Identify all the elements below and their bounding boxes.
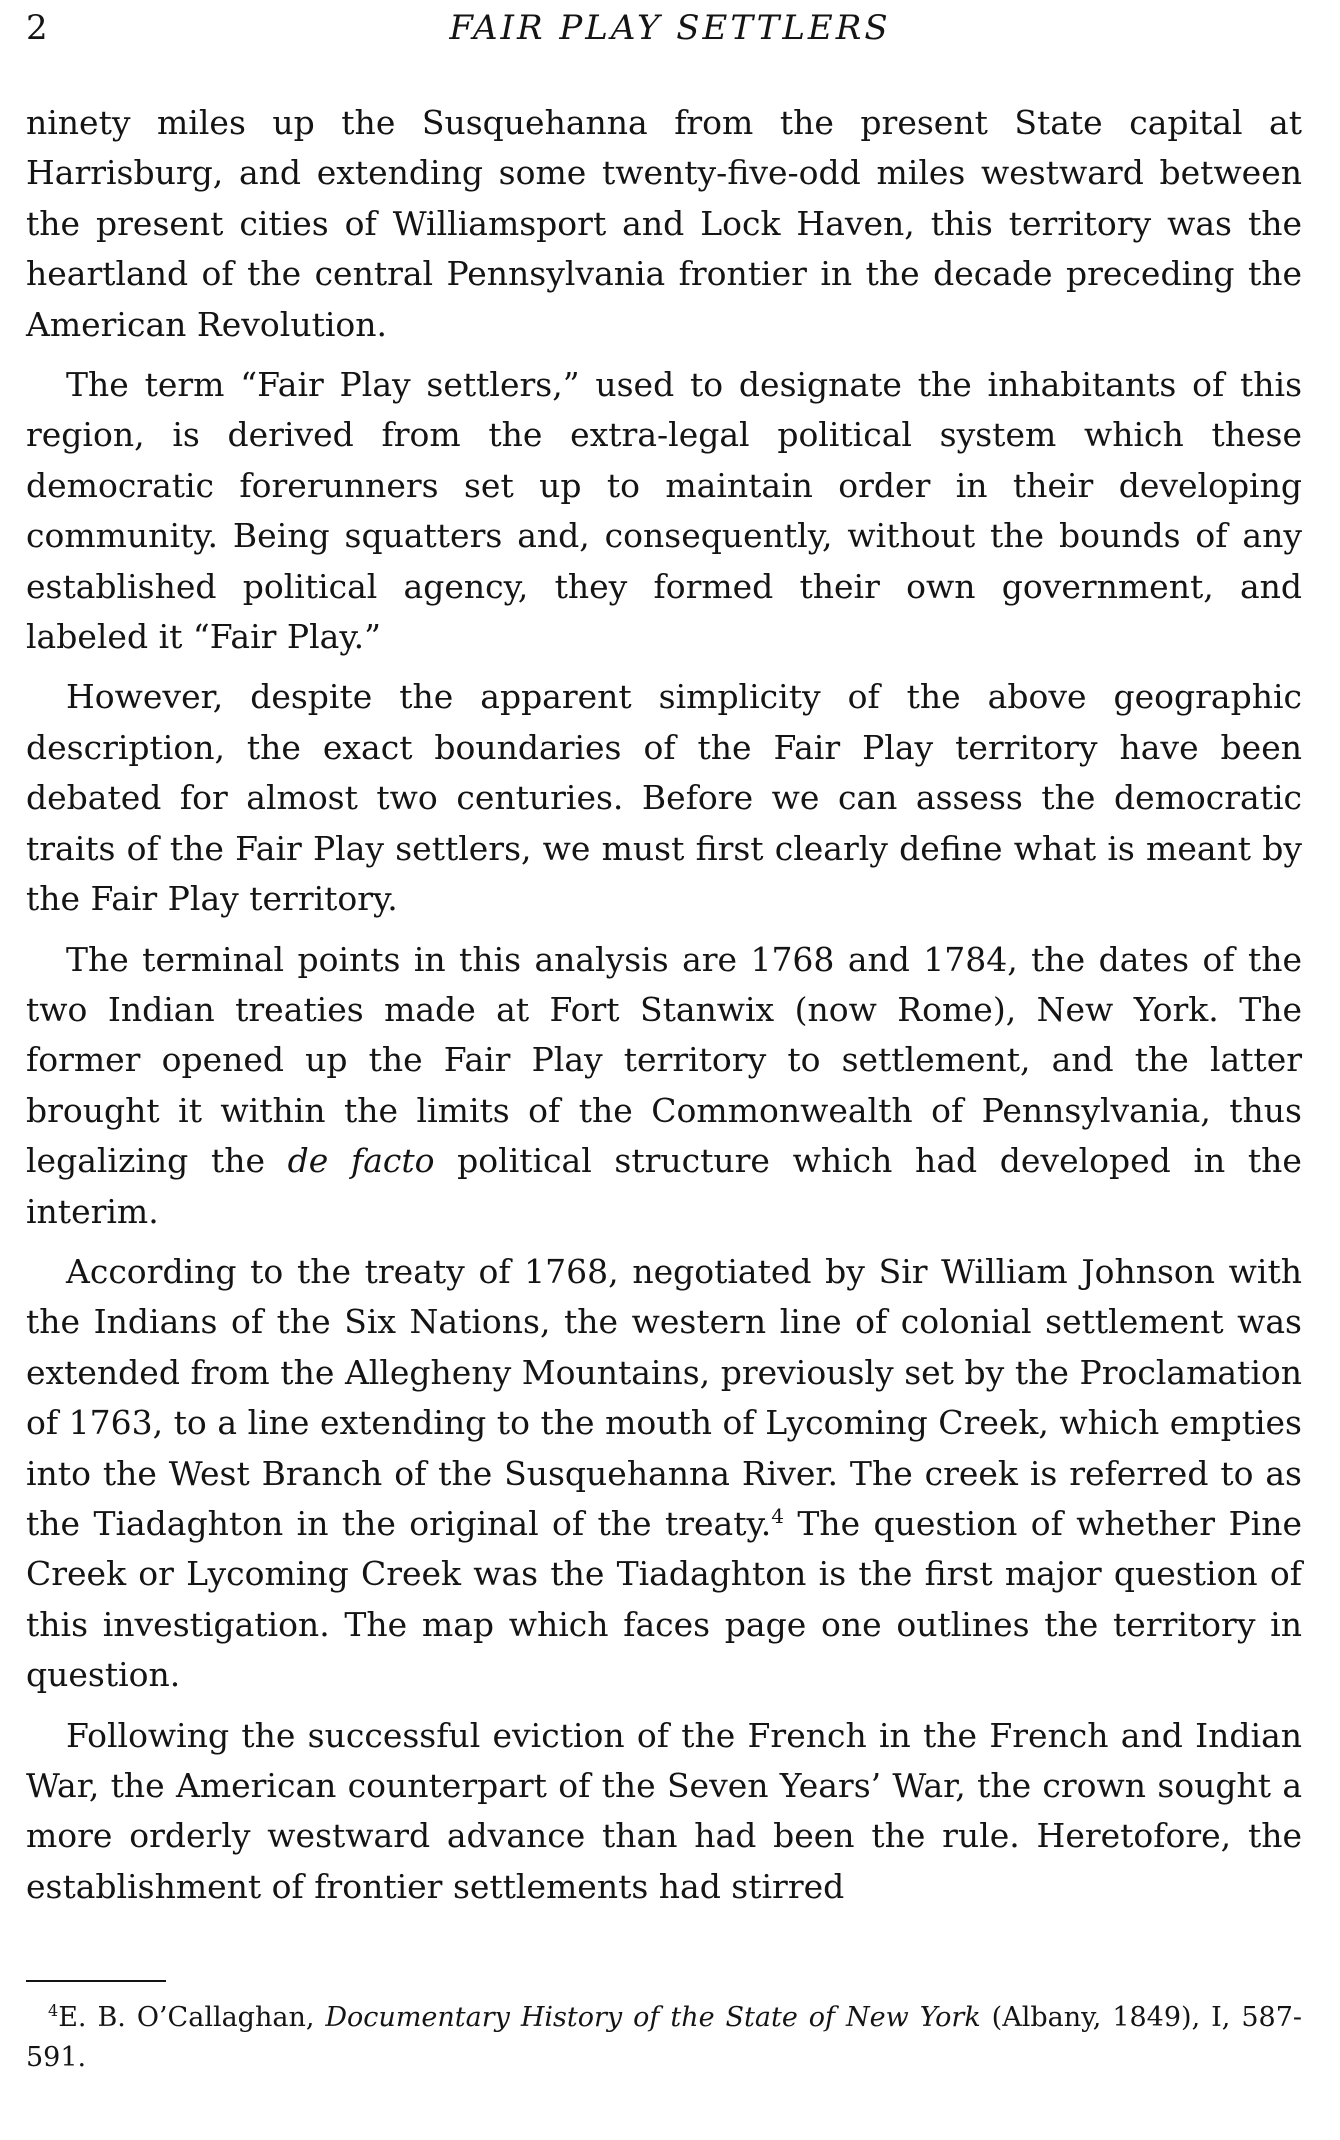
paragraph-5-text-after: The question of whether Pine Creek or Lycoming Creek was the Tiadaghton is the first major question of this investigation. The map which faces page one outlines the territory in question. xyxy=(26,1503,1302,1695)
footnote-title: Documentary History of the State of New York xyxy=(325,2002,981,2033)
footnote-mark: 4 xyxy=(48,2001,59,2020)
paragraph-4 xyxy=(26,935,1302,1237)
footnote-author: E. B. O’Callaghan, xyxy=(58,2002,326,2033)
italic-de-facto: de facto xyxy=(287,1141,435,1181)
paragraph-5-text-before: According to the treaty of 1768, negotiated by Sir William Johnson with the Indians of the Six Nations, the western line of colonial settlement was extended from the Allegheny Mountains, previously set by the Proclamation of 1763, to a line extending to the mouth of Lycoming Creek, which empties into the West Branch of the Susquehanna River. The creek is referred to as the Tiadaghton in the original of the treaty. xyxy=(26,1251,1302,1543)
paragraph-1: ninety miles up the Susquehanna from the present State capital at Harrisburg, and extending some twenty-five-odd miles westward between the present cities of Williamsport and Lock Haven, this territory was the heartland of the central Pennsylvania frontier in the decade preceding the American Revolution. xyxy=(26,103,1302,344)
paragraph-6: Following the successful eviction of the French in the French and Indian War, the American counterpart of the Seven Years’ War, the crown sought a more orderly westward advance than had been the rule. Heretofore, the establishment of frontier settlements had stirred xyxy=(26,1715,1302,1906)
paragraph-5 xyxy=(26,1247,1302,1701)
footnote xyxy=(26,1998,1302,2078)
footnote-divider xyxy=(26,1980,166,1982)
paragraph-4-text-after: political structure which had developed in the interim. xyxy=(26,1141,1302,1231)
paragraph-2: The term “Fair Play settlers,” used to designate the inhabitants of this region, is derived from the extra-legal political system which these democratic forerunners set up to maintain order in their developing community. Being squatters and, consequently, without the bounds of any established political agency, they formed their own government, and labeled it “Fair Play.” xyxy=(26,365,1302,657)
page-header xyxy=(26,8,1314,58)
paragraph-4-text-before: The terminal points in this analysis are 1768 and 1784, the dates of the two Indian treaties made at Fort Stanwix (now Rome), New York. The former opened up the Fair Play territory to settlement, and the latter brought it within the limits of the Commonwealth of Pennsylvania, thus legalizing the xyxy=(26,939,1302,1181)
footnote-reference[interactable]: 4 xyxy=(771,1503,784,1528)
paragraph-3: However, despite the apparent simplicity of the above geographic description, the exact boundaries of the Fair Play territory have been debated for almost two centuries. Before we can assess the democratic traits of the Fair Play settlers, we must first clearly define what is meant by the Fair Play territory. xyxy=(26,677,1302,919)
running-head: FAIR PLAY SETTLERS xyxy=(449,8,891,48)
footnote-rest: (Albany, 1849), I, 587-591. xyxy=(26,2002,1303,2073)
body-text xyxy=(26,98,1302,1922)
page-number: 2 xyxy=(26,8,48,48)
